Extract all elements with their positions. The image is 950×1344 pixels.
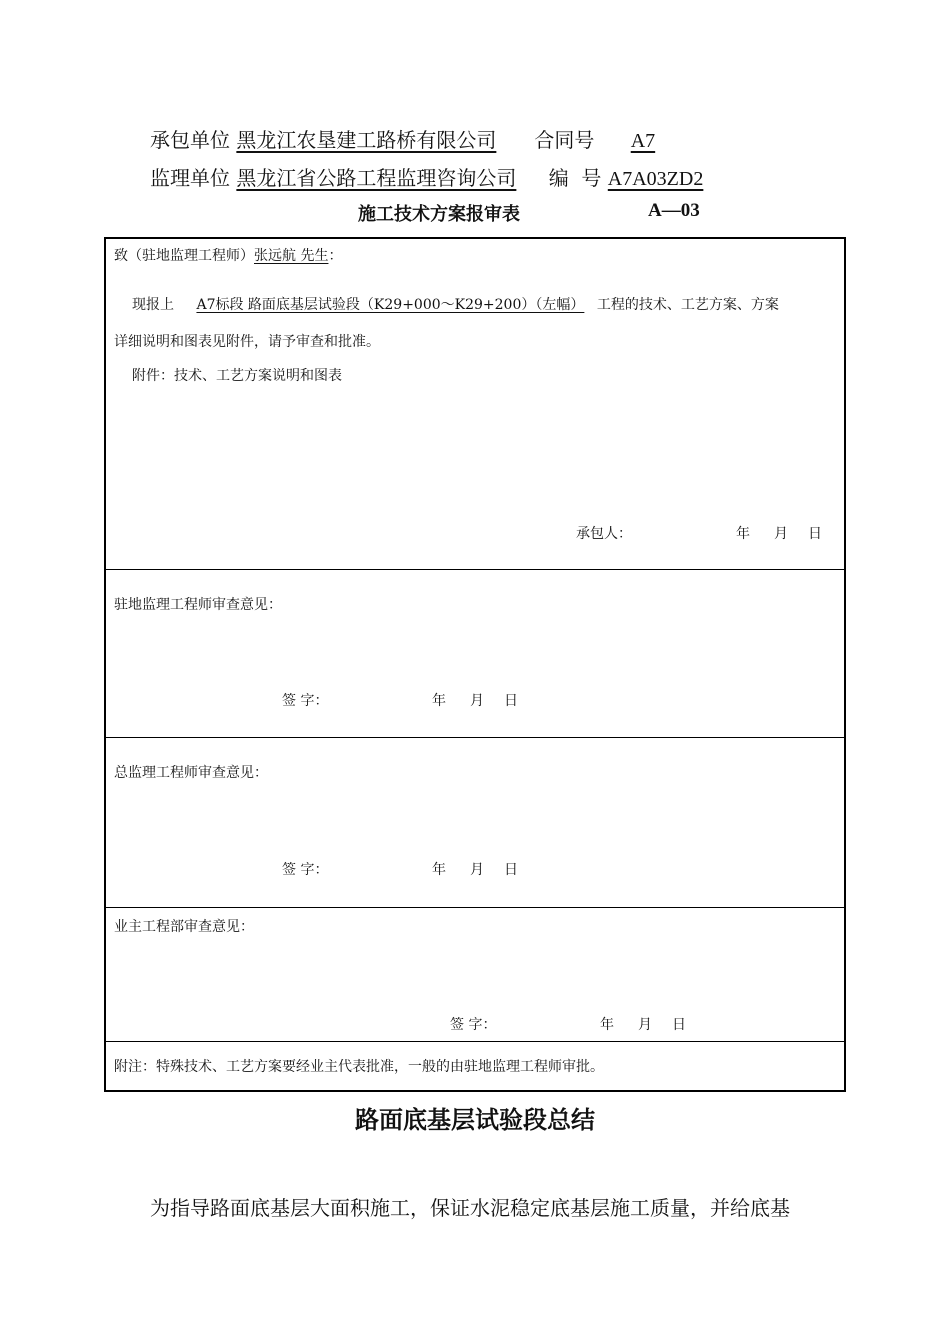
resident-date-year: 年 [432,693,446,709]
resident-review-section [106,569,844,738]
owner-sign-label: 签 字： [450,1017,497,1033]
report-line: 现报上 A7标段 路面底基层试验段（K29+000～K29+200）（左幅） 工程的技术、工艺方案、方案 [132,297,779,313]
chief-date-year: 年 [432,862,446,878]
owner-review-section [106,907,844,1042]
contract-no-value: A7 [630,130,656,152]
serial-label: 编 号 [548,166,602,190]
report-item: A7标段 路面底基层试验段（K29+000～K29+200）（左幅） [196,297,585,313]
contractor-date-month: 月 [774,526,788,542]
header-supervisor-line [150,162,725,191]
contract-no-label: 合同号 [534,128,595,152]
owner-date-month: 月 [638,1017,652,1033]
supervisor-label: 监理单位 [150,166,230,190]
report-line-2: 详细说明和图表见附件，请予审查和批准。 [114,334,380,350]
addressee-line: 致（驻地监理工程师）张远航 先生： [114,248,343,264]
chief-date-day: 日 [504,862,518,878]
summary-body: 为指导路面底基层大面积施工，保证水泥稳定底基层施工质量，并给底基 [150,1196,790,1220]
attachment-line: 附件：技术、工艺方案说明和图表 [132,368,342,384]
chief-review-section [106,737,844,908]
summary-title: 路面底基层试验段总结 [355,1105,595,1134]
resident-date-month: 月 [470,693,484,709]
owner-date-day: 日 [672,1017,686,1033]
approval-form [104,237,846,1092]
contractor-label: 承包单位 [150,128,230,152]
chief-date-month: 月 [470,862,484,878]
form-note: 附注：特殊技术、工艺方案要经业主代表批准，一般的由驻地监理工程师审批。 [114,1059,604,1075]
contractor-date-day: 日 [808,526,822,542]
form-title-text: 施工技术方案报审表 [358,204,520,225]
contractor-date-year: 年 [736,526,750,542]
resident-sign-label: 签 字： [282,693,329,709]
chief-sign-label: 签 字： [282,862,329,878]
chief-opinion-label: 总监理工程师审查意见： [114,765,268,781]
form-code: A—03 [648,200,700,221]
resident-date-day: 日 [504,693,518,709]
note-section [106,1041,844,1093]
owner-opinion-label: 业主工程部审查意见： [114,919,254,935]
contractor-sign: 承包人： [576,526,632,542]
header-contractor-line [150,124,681,153]
owner-date-year: 年 [600,1017,614,1033]
resident-opinion-label: 驻地监理工程师审查意见： [114,597,282,613]
addressee-name: 张远航 先生 [254,248,329,264]
supervisor-value: 黑龙江省公路工程监理咨询公司 [236,166,517,190]
serial-value: A7A03ZD2 [607,168,704,190]
contractor-value: 黑龙江农垦建工路桥有限公司 [236,128,497,152]
